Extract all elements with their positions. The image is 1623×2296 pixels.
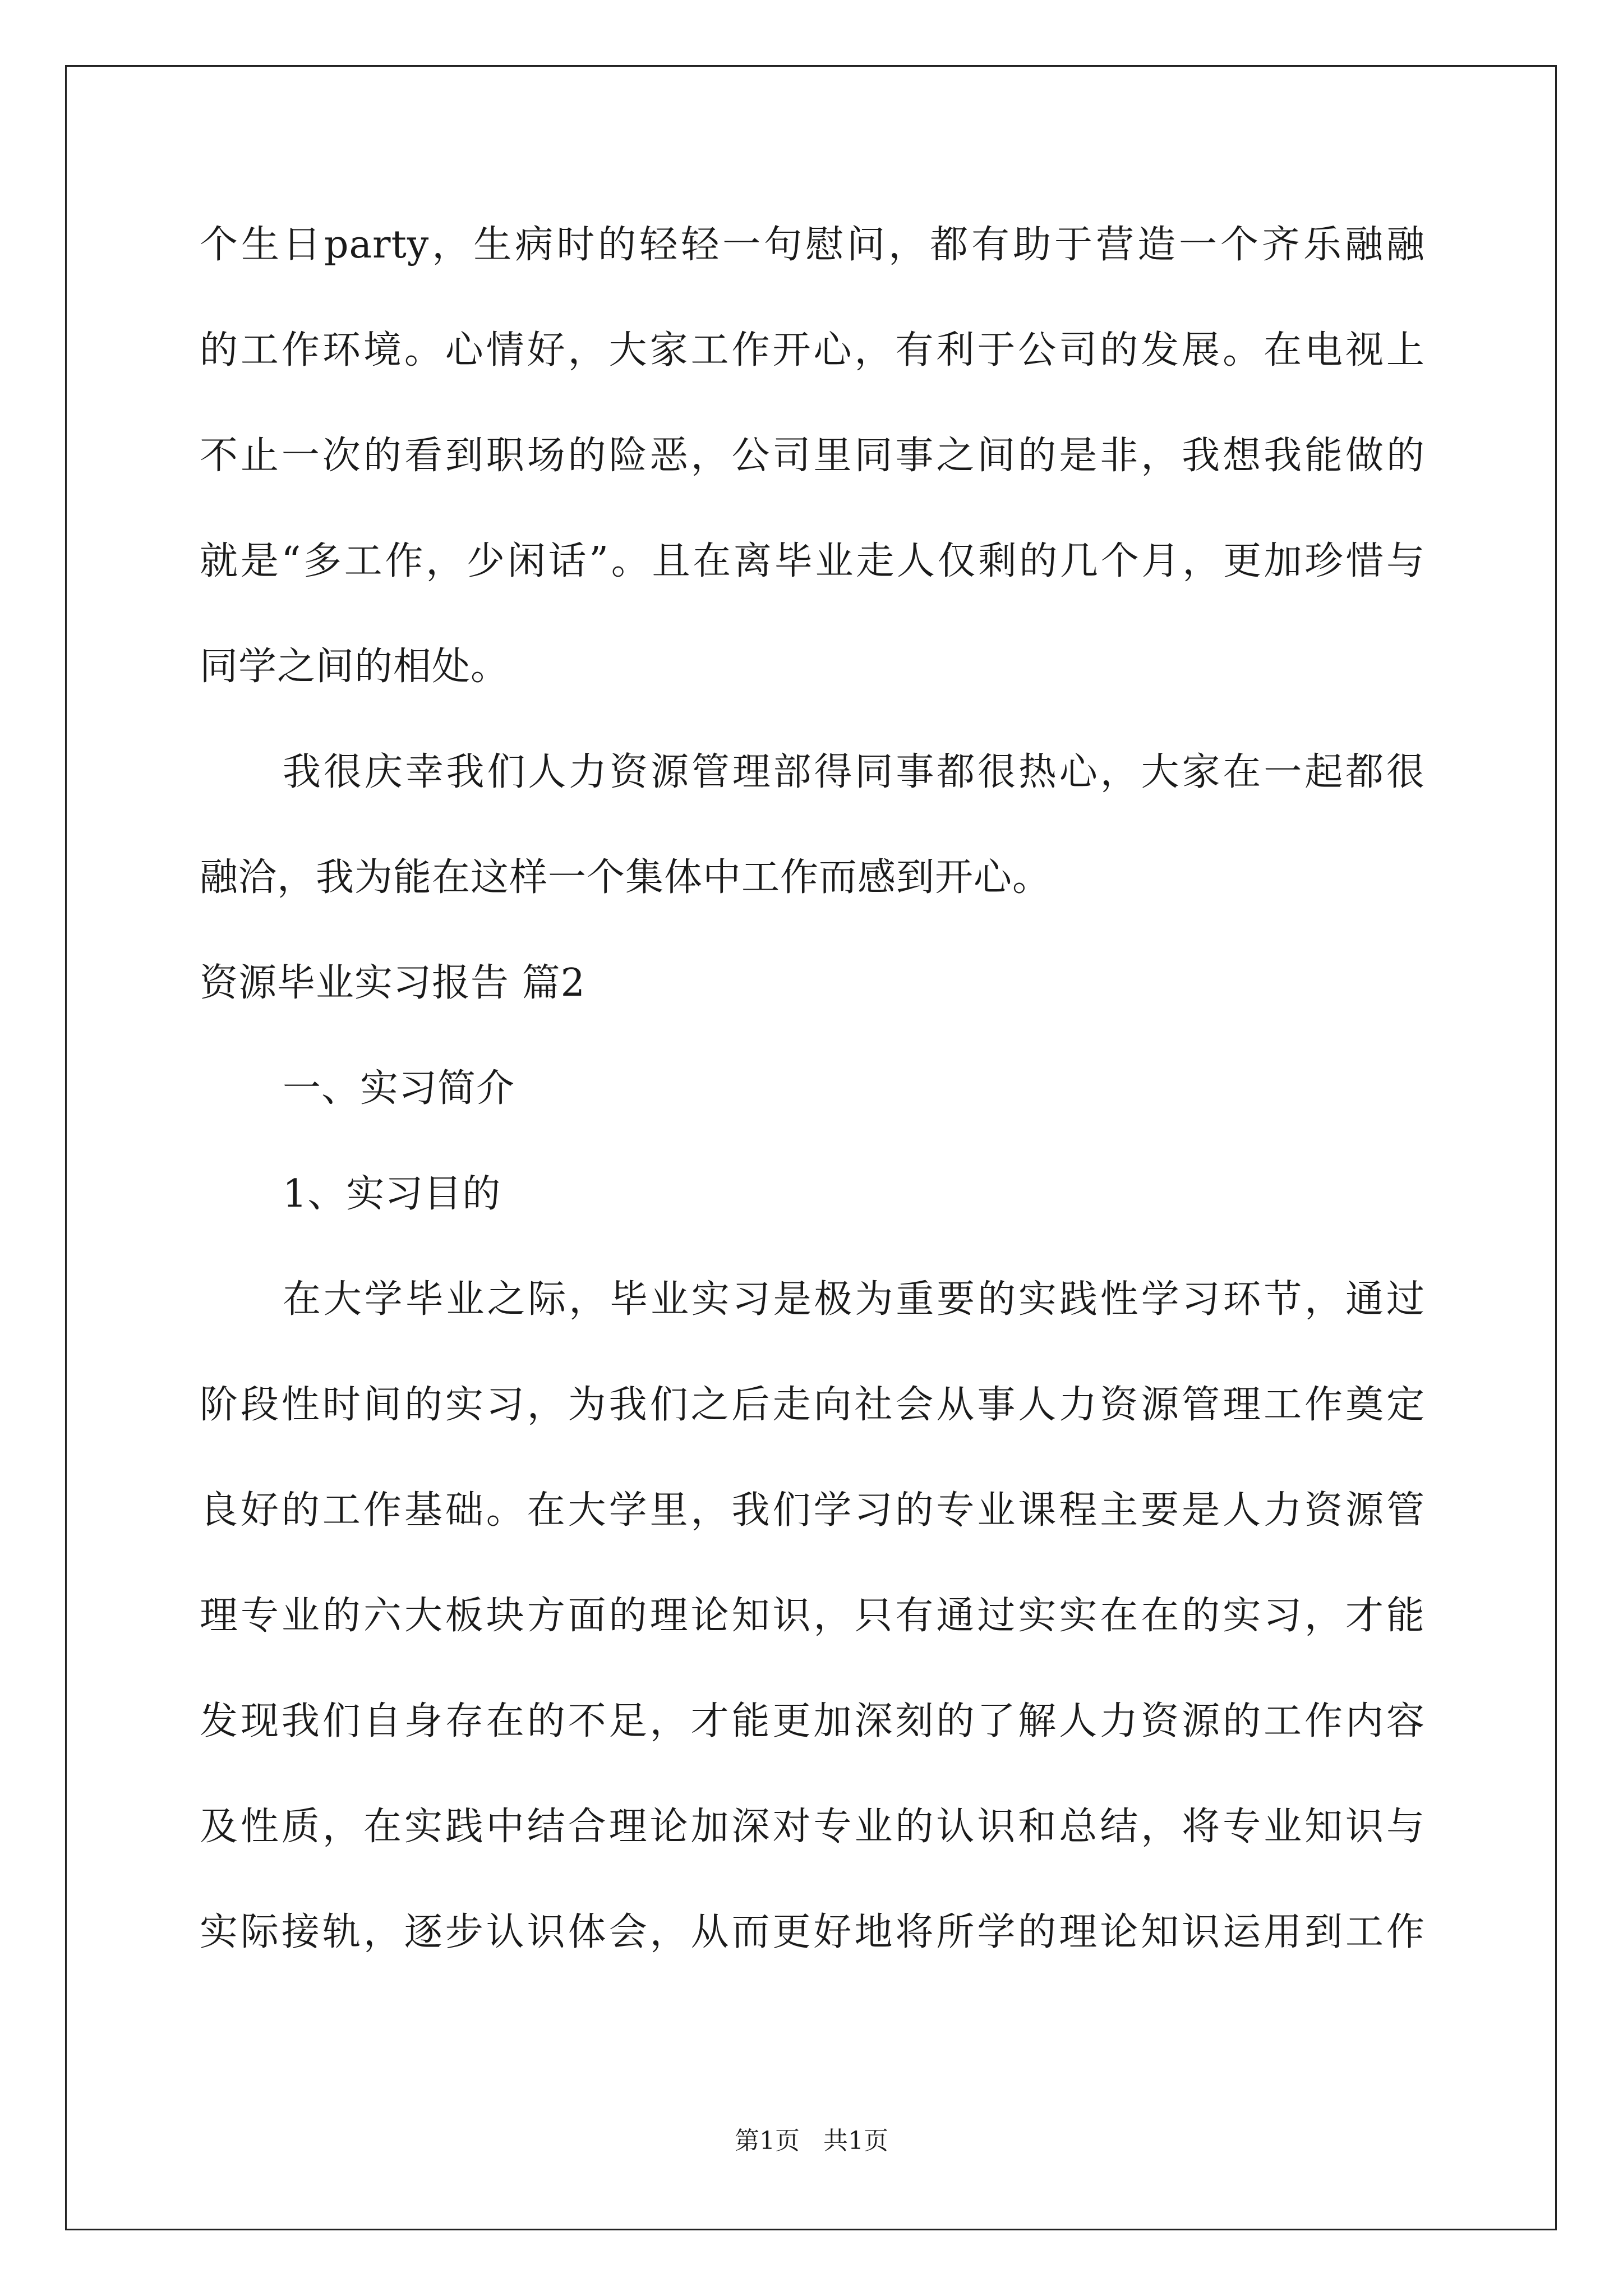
body-text-line: 我很庆幸我们人力资源管理部得同事都很热心，大家在一起都很 bbox=[283, 750, 1425, 794]
body-text-line: 阶段性时间的实习，为我们之后走向社会从事人力资源管理工作奠定 bbox=[200, 1383, 1425, 1427]
body-text-line: 及性质，在实践中结合理论加深对专业的认识和总结，将专业知识与 bbox=[200, 1805, 1425, 1849]
body-text-line: 就是“多工作，少闲话”。且在离毕业走人仅剩的几个月，更加珍惜与 bbox=[200, 539, 1425, 583]
section-heading: 资源毕业实习报告 篇2 bbox=[200, 961, 585, 1005]
body-text-line: 实际接轨，逐步认识体会，从而更好地将所学的理论知识运用到工作 bbox=[200, 1910, 1425, 1954]
body-text-line: 个生日party，生病时的轻轻一句慰问，都有助于营造一个齐乐融融 bbox=[200, 223, 1425, 267]
page-number-footer: 第1页 共1页 bbox=[735, 2127, 888, 2155]
subsection-heading: 1、实习目的 bbox=[283, 1172, 501, 1216]
subsection-heading: 一、实习简介 bbox=[283, 1066, 515, 1111]
body-text-line: 的工作环境。心情好，大家工作开心，有利于公司的发展。在电视上 bbox=[200, 328, 1425, 372]
body-text-line: 理专业的六大板块方面的理论知识，只有通过实实在在的实习，才能 bbox=[200, 1594, 1425, 1638]
body-text-line: 融洽，我为能在这样一个集体中工作而感到开心。 bbox=[200, 855, 1052, 900]
page-frame bbox=[65, 65, 1557, 2230]
body-text-line: 在大学毕业之际，毕业实习是极为重要的实践性学习环节，通过 bbox=[283, 1277, 1425, 1322]
body-text-line: 同学之间的相处。 bbox=[200, 645, 510, 689]
body-text-line: 发现我们自身存在的不足，才能更加深刻的了解人力资源的工作内容 bbox=[200, 1699, 1425, 1743]
body-text-line: 良好的工作基础。在大学里，我们学习的专业课程主要是人力资源管 bbox=[200, 1488, 1425, 1533]
body-text-line: 不止一次的看到职场的险恶，公司里同事之间的是非，我想我能做的 bbox=[200, 434, 1425, 478]
